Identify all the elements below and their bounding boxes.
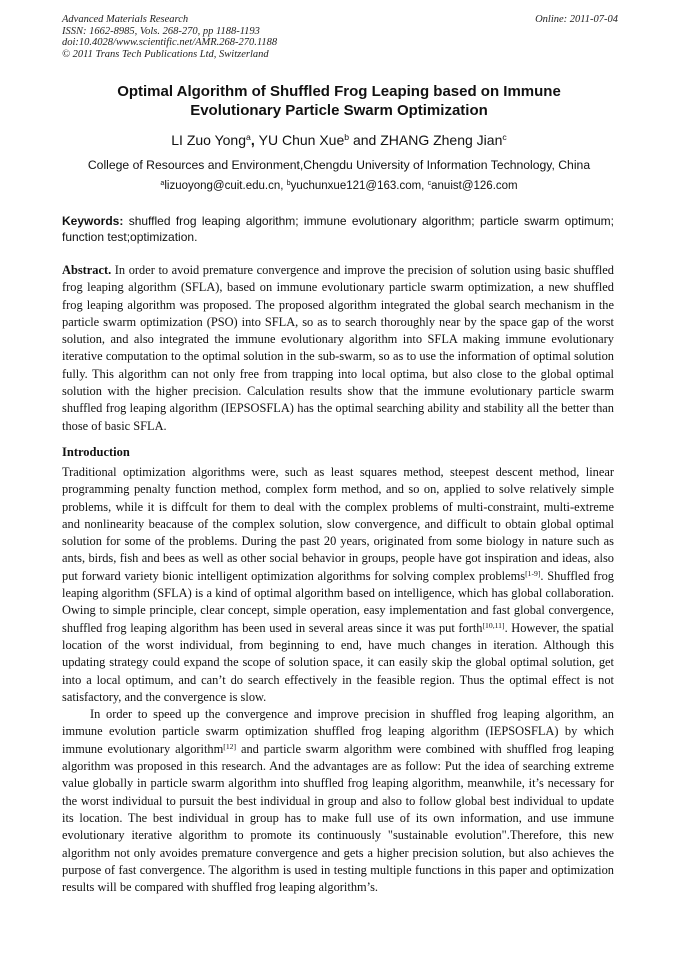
email-c: anuist@126.com <box>431 180 518 192</box>
author-list <box>60 131 618 149</box>
author-1-affil: a <box>246 132 251 143</box>
intro-p1-text-c: . However, the spatial location of the worst individual, from beginning to end, have much changes in iteration. Although this updating strategy could expand the scope of solution space, it can easily skip the global optimal solution, get into a local optimum, and can’t do search effectively in the feasible region. Thus the optimal effect is not satisfactory, and the convergence is slow. <box>62 620 614 704</box>
email-b-mark: b <box>286 179 291 188</box>
author-sep-1: , <box>250 132 259 148</box>
abstract-text: In order to avoid premature convergence and improve the precision of solution using basic shuffled frog leaping algorithm (SFLA), based on immune evolutionary particle swarm optimization, a new shuffled frog leaping algorithm was proposed. The proposed algorithm integrated the global search mechanism in the particle swarm optimization (PSO) into SFLA, so as to search thoroughly near by the space gap of the worst solution, and also integrated the immune evolutionary algorithm into SFLA making immune evolutionary iterative computation to the optimal solution in the sub-swarm, so as to use the information of optimal solution fully. This algorithm can not only free from trapping into local optima, but also close to the global optimal solution with the higher precision. Calculation results show that the immune evolutionary particle swarm shuffled frog leaping algorithm (IEPSOSFLA) has the optimal searching ability and stability all the better than those of basic SFLA. <box>62 263 614 433</box>
affiliation: College of Resources and Environment,Chengdu University of Information Technology, China <box>87 158 591 172</box>
abstract-label: Abstract. <box>62 263 112 277</box>
introduction-body <box>62 464 614 896</box>
intro-p1-text-b: . Shuffled frog leaping algorithm (SFLA) is a kind of optimal algorithm based on intelligence, which has global collaboration. Owing to simple principle, clear concept, simple operation, easy implementation and fast global convergence, shuffled frog leaping algorithm has been used in several areas since it was put forth <box>62 568 615 635</box>
intro-paragraph-2 <box>62 706 614 896</box>
title-line-1: Optimal Algorithm of Shuffled Frog Leaping based on Immune <box>117 83 561 100</box>
author-3: ZHANG Zheng Jian <box>380 132 503 148</box>
author-1: LI Zuo Yong <box>171 132 247 148</box>
email-a-mark: a <box>160 179 165 188</box>
email-c-mark: c <box>427 179 432 188</box>
intro-paragraph-1 <box>62 464 614 706</box>
journal-doi: doi:10.4028/www.scientific.net/AMR.268-270.1188 <box>62 37 278 48</box>
citation-12: [12] <box>223 741 237 751</box>
journal-header <box>62 14 618 60</box>
citation-1-9: [1-9] <box>525 568 541 578</box>
journal-issn: ISSN: 1662-8985, Vols. 268-270, pp 1188-1193 <box>62 25 260 37</box>
abstract <box>62 262 614 435</box>
intro-p2-text-a: In order to speed up the convergence and improve precision in shuffled frog leaping algorithm, an immune evolution particle swarm optimization shuffled frog leaping algorithm (IEPSOSFLA) by which immune evolutionary algorithm <box>62 707 614 756</box>
author-emails <box>60 178 618 194</box>
email-a: lizuoyong@cuit.edu.cn, <box>164 180 287 192</box>
author-3-affil: c <box>502 132 507 143</box>
intro-p1-text-a: Traditional optimization algorithms were, such as least squares method, steepest descent method, linear programming penalty function method, complex form method, and so on, applied to solve relatively simple problems, while it is diffcult for them to deal with the complex problems of multi-constraint, multi-extreme and nonlinearity beacause of the complex solution, slow convergence, and difficult to obtain global optimal solution for some of the problems. During the past 20 years, originated from some biology in nature such as ants, birds, fish and bees as well as other social behavior in groups, people have got inspiration and ideas, also put forward variety bionic intelligent optimization algorithms for solving complex problems <box>62 465 614 583</box>
journal-name: Advanced Materials Research <box>62 14 189 25</box>
online-date: Online: 2011-07-04 <box>535 14 618 25</box>
email-b: yuchunxue121@163.com, <box>290 180 428 192</box>
journal-copyright: © 2011 Trans Tech Publications Ltd, Switzerland <box>62 48 269 60</box>
author-2-affil: b <box>344 132 350 143</box>
paper-title <box>60 82 618 120</box>
keywords <box>62 213 614 245</box>
citation-10-11: [10,11] <box>482 620 505 630</box>
intro-p2-text-b: and particle swarm algorithm were combined with shuffled frog leaping algorithm was proposed in this research. And the advantages are as follow: Put the idea of searching extreme value globally in particle swarm algorithm into shuffled frog leaping algorithm, meanwhile, it’s necessary for the worst individual to pursuit the best individual in group and also to follow global best individual to update its location. The best individual in group has to make full use of its own information, and use immune evolutionary iterative algorithm to promote its continuously "sustainable evolution".Therefore, this new algorithm not only avoides premature convergence and gets a higher precision solution, but also achieves the purpose of fast convergence. The algorithm is used in testing multiple functions in this paper and optimization results will be compared with shuffled frog leaping algorithm’s. <box>62 741 614 895</box>
title-line-2: Evolutionary Particle Swarm Optimization <box>190 102 488 119</box>
keywords-label: Keywords: <box>62 214 124 228</box>
keywords-text: shuffled frog leaping algorithm; immune evolutionary algorithm; particle swarm optimum; function test;optimization. <box>62 214 614 244</box>
section-heading-introduction: Introduction <box>62 445 130 459</box>
author-sep-2: and <box>349 132 381 148</box>
author-2: YU Chun Xue <box>258 132 345 148</box>
